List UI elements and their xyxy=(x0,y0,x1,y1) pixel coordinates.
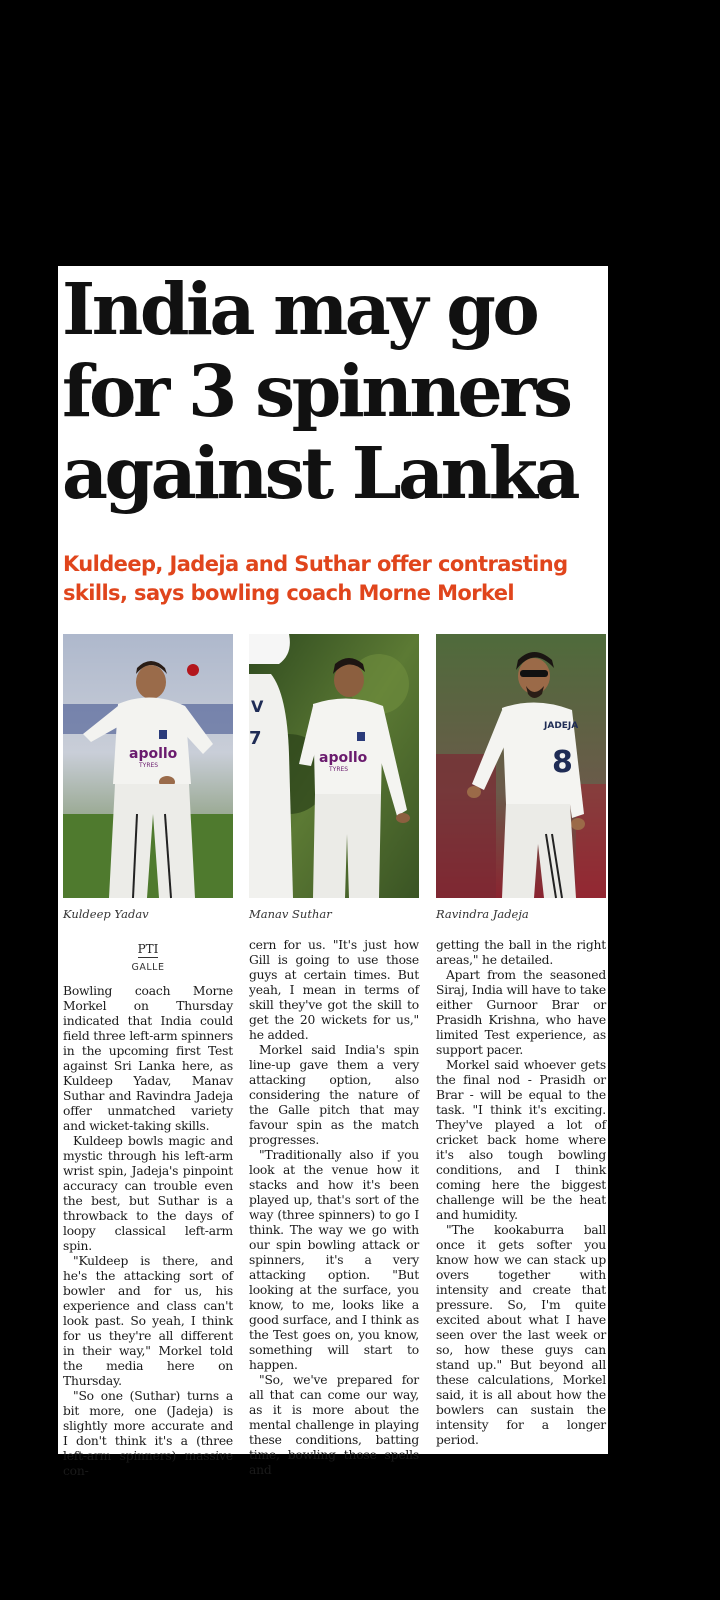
dateline: GALLE xyxy=(131,962,165,973)
headline: India may go for 3 spinners against Lanka xyxy=(62,267,577,515)
jersey-sponsor-subtext: TYRES xyxy=(139,762,159,769)
newspaper-clipping xyxy=(58,266,608,1478)
paragraph: "Kuldeep is there, and he's the attacking sort of bowler and for us, his experience and class can't look past. So yeah, I think for us they're all different in their way," Morkel told the media here on Thursday. xyxy=(63,1254,233,1388)
jersey-name-text: JADEJA xyxy=(544,721,579,731)
paragraph: Morkel said whoever gets the final nod - Prasidh or Brar - will be equal to the task. "I think it's exciting. They've played a lot of cricket back home where it's also tough bowling conditions, and I think coming here the biggest challenge will be the heat and humidity. xyxy=(436,1058,606,1222)
jersey-sponsor-text: apollo xyxy=(319,750,368,766)
jersey-sponsor-subtext: TYRES xyxy=(329,766,349,773)
paragraph: Bowling coach Morne Morkel on Thursday indicated that India could field three left-arm spinners in the upcoming first Test against Sri Lanka here, as Kuldeep Yadav, Manav Suthar and Ravindra Jadeja offer unmatched variety and wicket-taking skills. xyxy=(63,984,233,1133)
photo-ravindra-jadeja xyxy=(436,634,606,898)
paragraph: Kuldeep bowls magic and mystic through his left-arm wrist spin, Jadeja's pinpoint accuracy can trouble even the best, but Suthar is a throwback to the days of loopy classical left-arm spin. xyxy=(63,1134,233,1253)
article-column-1 xyxy=(63,984,233,1479)
article-column-3 xyxy=(436,938,606,1448)
svg-text:7: 7 xyxy=(249,728,262,749)
jersey-number-text: 8 xyxy=(552,745,573,780)
photo-manav-suthar xyxy=(249,634,419,898)
news-agency: PTI xyxy=(137,942,159,956)
paragraph: getting the ball in the right areas," he detailed. xyxy=(436,938,606,967)
paragraph: "So, we've prepared for all that can come our way, as it is more about the mental challenge in playing these conditions, batting time, bowling those spells and xyxy=(249,1373,419,1477)
jersey-sponsor-text: apollo xyxy=(129,746,178,762)
paragraph: Apart from the seasoned Siraj, India will have to take either Gurnoor Brar or Prasidh Krishna, who have limited Test experience, as support pacer. xyxy=(436,968,606,1057)
photo-caption: Ravindra Jadeja xyxy=(436,907,529,921)
byline xyxy=(63,938,233,973)
article-column-2 xyxy=(249,938,419,1478)
photo-caption: Manav Suthar xyxy=(249,907,332,921)
photo-caption: Kuldeep Yadav xyxy=(63,907,149,921)
paragraph: "So one (Suthar) turns a bit more, one (Jadeja) is slightly more accurate and I don't think it's a (three left-arm spinners) massive con- xyxy=(63,1389,233,1478)
subheadline: Kuldeep, Jadeja and Suthar offer contrasting skills, says bowling coach Morne Morkel xyxy=(63,552,568,605)
photo-kuldeep-yadav xyxy=(63,634,233,898)
paragraph: "The kookaburra ball once it gets softer you know how we can stack up overs together with intensity and create that pressure. So, I'm quite excited about what I have seen over the last week or so, how these guys can stand up." But beyond all these calculations, Morkel said, it is all about how the bowlers can sustain the intensity for a longer period. xyxy=(436,1223,606,1447)
paragraph: "Traditionally also if you look at the venue how it stacks and how it's been played up, that's sort of the way (three spinners) to go I think. The way we go with our spin bowling attack or spinners, it's a very attacking option. "But looking at the surface, you know, to me, looks like a good surface, and I think as the Test goes on, you know, something will start to happen. xyxy=(249,1148,419,1372)
svg-text:V: V xyxy=(251,697,264,716)
paragraph: Morkel said India's spin line-up gave them a very attacking option, also considering the nature of the Galle pitch that may favour spin as the match progresses. xyxy=(249,1043,419,1147)
paragraph: cern for us. "It's just how Gill is going to use those guys at certain times. But yeah, I mean in terms of skill they've got the skill to get the 20 wickets for us," he added. xyxy=(249,938,419,1042)
